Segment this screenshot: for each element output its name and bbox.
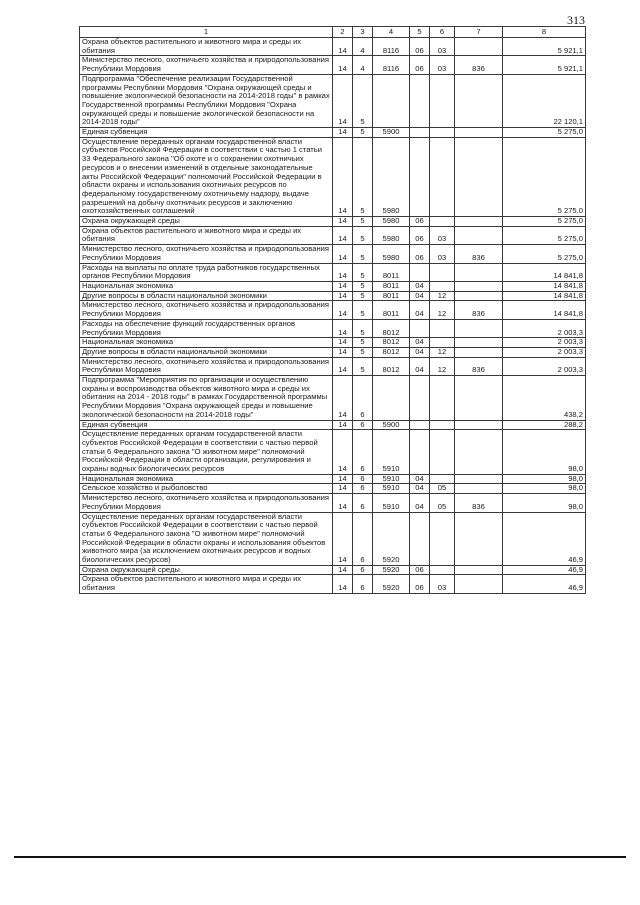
code-cell: 4 xyxy=(353,56,373,74)
code-cell: 6 xyxy=(353,430,373,475)
code-cell: 5 xyxy=(353,291,373,301)
table-row xyxy=(80,245,586,263)
table-row xyxy=(80,38,586,56)
table-row xyxy=(80,128,586,138)
code-cell xyxy=(430,512,455,565)
code-cell: 5 xyxy=(353,245,373,263)
code-cell: 6 xyxy=(353,376,373,421)
code-cell xyxy=(430,338,455,348)
code-cell: 14 xyxy=(333,512,353,565)
table-row xyxy=(80,430,586,475)
row-name-cell: Охрана объектов растительного и животного мира и среды их обитания xyxy=(80,226,333,244)
amount-cell: 46,9 xyxy=(503,575,586,593)
code-cell: 05 xyxy=(430,494,455,512)
code-cell: 5 xyxy=(353,301,373,319)
row-name-cell: Расходы на обеспечение функций государственных органов Республики Мордовия xyxy=(80,319,333,337)
row-name-cell: Другие вопросы в области национальной экономики xyxy=(80,347,333,357)
code-cell: 14 xyxy=(333,474,353,484)
code-cell xyxy=(410,74,430,127)
code-cell: 14 xyxy=(333,137,353,216)
code-cell: 12 xyxy=(430,291,455,301)
code-cell: 5900 xyxy=(373,420,410,430)
amount-cell: 2 003,3 xyxy=(503,319,586,337)
code-cell xyxy=(455,376,503,421)
code-cell: 06 xyxy=(410,217,430,227)
code-cell: 5920 xyxy=(373,575,410,593)
code-cell: 14 xyxy=(333,347,353,357)
table-row xyxy=(80,281,586,291)
code-cell: 5980 xyxy=(373,245,410,263)
code-cell xyxy=(455,575,503,593)
row-name-cell: Национальная экономика xyxy=(80,281,333,291)
budget-table xyxy=(79,26,586,594)
code-cell: 5 xyxy=(353,319,373,337)
code-cell xyxy=(455,74,503,127)
code-cell xyxy=(455,217,503,227)
code-cell: 04 xyxy=(410,301,430,319)
code-cell xyxy=(455,565,503,575)
table-row xyxy=(80,484,586,494)
code-cell: 04 xyxy=(410,281,430,291)
row-name-cell: Охрана окружающей среды xyxy=(80,565,333,575)
code-cell xyxy=(430,137,455,216)
code-cell: 836 xyxy=(455,301,503,319)
table-row xyxy=(80,217,586,227)
table-row xyxy=(80,226,586,244)
table-row xyxy=(80,357,586,375)
code-cell: 03 xyxy=(430,575,455,593)
amount-cell: 98,0 xyxy=(503,430,586,475)
table-row xyxy=(80,512,586,565)
code-cell: 14 xyxy=(333,430,353,475)
code-cell: 12 xyxy=(430,347,455,357)
header-row xyxy=(80,27,586,38)
code-cell: 5 xyxy=(353,338,373,348)
code-cell: 5 xyxy=(353,357,373,375)
code-cell xyxy=(430,319,455,337)
code-cell: 5900 xyxy=(373,128,410,138)
amount-cell: 22 120,1 xyxy=(503,74,586,127)
header-cell: 5 xyxy=(410,27,430,38)
code-cell: 06 xyxy=(410,38,430,56)
amount-cell: 2 003,3 xyxy=(503,357,586,375)
header-cell: 7 xyxy=(455,27,503,38)
code-cell: 14 xyxy=(333,301,353,319)
code-cell: 14 xyxy=(333,338,353,348)
table-row xyxy=(80,137,586,216)
code-cell: 04 xyxy=(410,347,430,357)
code-cell xyxy=(455,291,503,301)
header-cell: 6 xyxy=(430,27,455,38)
amount-cell: 98,0 xyxy=(503,494,586,512)
code-cell xyxy=(455,38,503,56)
code-cell xyxy=(455,319,503,337)
code-cell: 6 xyxy=(353,512,373,565)
code-cell: 5 xyxy=(353,137,373,216)
code-cell xyxy=(430,281,455,291)
code-cell: 03 xyxy=(430,245,455,263)
code-cell: 8012 xyxy=(373,357,410,375)
code-cell: 14 xyxy=(333,128,353,138)
code-cell: 8012 xyxy=(373,338,410,348)
code-cell: 4 xyxy=(353,38,373,56)
row-name-cell: Осуществление переданных органам государственной власти субъектов Российской Федерации в соответствии с частью первой статьи 6 Федерального закона "О животном мире" полномочий Российской Федерации в области организации, регулирования и охраны водных биологических ресурсов xyxy=(80,430,333,475)
code-cell: 14 xyxy=(333,420,353,430)
code-cell: 5980 xyxy=(373,137,410,216)
table-row xyxy=(80,263,586,281)
row-name-cell: Осуществление переданных органам государственной власти субъектов Российской Федерации в соответствии с частью 1 статьи 33 Федерального закона "Об охоте и о сохранении охотничьих ресурсов и о внесении изменений в отдельные законодательные акты Российской Федерации" полномочий Российской Федерации в области охраны и использования охотничьих ресурсов по федеральному государственному охотничьему надзору, выдаче разрешений на добычу охотничьих ресурсов и заключению охотхозяйственных соглашений xyxy=(80,137,333,216)
code-cell: 14 xyxy=(333,376,353,421)
row-name-cell: Министерство лесного, охотничьего хозяйства и природопользования Республики Мордовия xyxy=(80,357,333,375)
code-cell xyxy=(410,128,430,138)
code-cell: 14 xyxy=(333,494,353,512)
code-cell: 6 xyxy=(353,575,373,593)
code-cell xyxy=(455,338,503,348)
table-row xyxy=(80,420,586,430)
amount-cell: 14 841,8 xyxy=(503,281,586,291)
page-number: 313 xyxy=(567,13,585,27)
code-cell: 04 xyxy=(410,357,430,375)
row-name-cell: Министерство лесного, охотничьего хозяйства и природопользования Республики Мордовия xyxy=(80,56,333,74)
code-cell: 6 xyxy=(353,565,373,575)
code-cell: 12 xyxy=(430,357,455,375)
code-cell: 5 xyxy=(353,263,373,281)
code-cell xyxy=(430,565,455,575)
amount-cell: 5 275,0 xyxy=(503,226,586,244)
row-name-cell: Другие вопросы в области национальной экономики xyxy=(80,291,333,301)
table-row xyxy=(80,56,586,74)
code-cell: 5980 xyxy=(373,217,410,227)
amount-cell: 98,0 xyxy=(503,474,586,484)
row-name-cell: Охрана объектов растительного и животного мира и среды их обитания xyxy=(80,38,333,56)
amount-cell: 46,9 xyxy=(503,512,586,565)
row-name-cell: Единая субвенция xyxy=(80,420,333,430)
code-cell xyxy=(455,347,503,357)
table-row xyxy=(80,291,586,301)
code-cell: 6 xyxy=(353,420,373,430)
code-cell: 8116 xyxy=(373,38,410,56)
row-name-cell: Национальная экономика xyxy=(80,338,333,348)
code-cell: 8012 xyxy=(373,347,410,357)
code-cell: 5910 xyxy=(373,474,410,484)
table-row xyxy=(80,319,586,337)
code-cell: 5 xyxy=(353,226,373,244)
code-cell: 8011 xyxy=(373,281,410,291)
code-cell: 14 xyxy=(333,319,353,337)
code-cell: 14 xyxy=(333,575,353,593)
code-cell xyxy=(430,474,455,484)
code-cell xyxy=(455,420,503,430)
code-cell: 836 xyxy=(455,245,503,263)
code-cell: 12 xyxy=(430,301,455,319)
table-row xyxy=(80,347,586,357)
row-name-cell: Расходы на выплаты по оплате труда работников государственных органов Республики Мордовия xyxy=(80,263,333,281)
code-cell xyxy=(455,128,503,138)
code-cell: 6 xyxy=(353,494,373,512)
code-cell xyxy=(430,128,455,138)
amount-cell: 14 841,8 xyxy=(503,263,586,281)
code-cell: 04 xyxy=(410,484,430,494)
code-cell xyxy=(410,319,430,337)
header-cell: 3 xyxy=(353,27,373,38)
code-cell: 03 xyxy=(430,38,455,56)
code-cell: 14 xyxy=(333,226,353,244)
code-cell: 6 xyxy=(353,484,373,494)
code-cell: 5980 xyxy=(373,226,410,244)
code-cell: 5 xyxy=(353,128,373,138)
amount-cell: 2 003,3 xyxy=(503,338,586,348)
code-cell xyxy=(455,263,503,281)
code-cell: 06 xyxy=(410,56,430,74)
table-row xyxy=(80,338,586,348)
code-cell: 14 xyxy=(333,74,353,127)
code-cell: 14 xyxy=(333,357,353,375)
header-cell: 1 xyxy=(80,27,333,38)
row-name-cell: Единая субвенция xyxy=(80,128,333,138)
code-cell: 8011 xyxy=(373,263,410,281)
header-cell: 8 xyxy=(503,27,586,38)
code-cell xyxy=(455,226,503,244)
code-cell xyxy=(410,376,430,421)
code-cell: 836 xyxy=(455,494,503,512)
code-cell: 14 xyxy=(333,245,353,263)
code-cell: 5910 xyxy=(373,484,410,494)
code-cell: 06 xyxy=(410,245,430,263)
amount-cell: 46,9 xyxy=(503,565,586,575)
code-cell: 04 xyxy=(410,338,430,348)
row-name-cell: Подпрограмма "Обеспечение реализации Государственной программы Республики Мордовия "Охрана окружающей среды и повышение экологической безопасности на 2014-2018 годы" в рамках Государственной программы Республики Мордовия "Охрана окружающей среды и повышение экологической безопасности на 2014-2018 годы" xyxy=(80,74,333,127)
amount-cell: 5 275,0 xyxy=(503,137,586,216)
code-cell: 6 xyxy=(353,474,373,484)
bottom-rule xyxy=(14,856,626,858)
code-cell: 14 xyxy=(333,291,353,301)
code-cell: 836 xyxy=(455,56,503,74)
code-cell: 03 xyxy=(430,226,455,244)
code-cell: 14 xyxy=(333,263,353,281)
amount-cell: 5 921,1 xyxy=(503,56,586,74)
code-cell: 8011 xyxy=(373,301,410,319)
code-cell xyxy=(410,420,430,430)
row-name-cell: Министерство лесного, охотничьего хозяйства и природопользования Республики Мордовия xyxy=(80,494,333,512)
row-name-cell: Охрана объектов растительного и животного мира и среды их обитания xyxy=(80,575,333,593)
code-cell: 5 xyxy=(353,217,373,227)
row-name-cell: Министерство лесного, охотничьего хозяйства и природопользования Республики Мордовия xyxy=(80,301,333,319)
code-cell: 04 xyxy=(410,291,430,301)
row-name-cell: Охрана окружающей среды xyxy=(80,217,333,227)
code-cell: 05 xyxy=(430,484,455,494)
amount-cell: 14 841,8 xyxy=(503,291,586,301)
row-name-cell: Министерство лесного, охотничьего хозяйства и природопользования Республики Мордовия xyxy=(80,245,333,263)
code-cell: 5910 xyxy=(373,430,410,475)
amount-cell: 288,2 xyxy=(503,420,586,430)
code-cell: 5 xyxy=(353,281,373,291)
amount-cell: 5 921,1 xyxy=(503,38,586,56)
code-cell: 14 xyxy=(333,281,353,291)
code-cell: 14 xyxy=(333,484,353,494)
code-cell xyxy=(430,74,455,127)
amount-cell: 5 275,0 xyxy=(503,245,586,263)
code-cell xyxy=(455,281,503,291)
table-row xyxy=(80,575,586,593)
table-row xyxy=(80,565,586,575)
amount-cell: 438,2 xyxy=(503,376,586,421)
code-cell: 5910 xyxy=(373,494,410,512)
code-cell: 5 xyxy=(353,347,373,357)
amount-cell: 14 841,8 xyxy=(503,301,586,319)
code-cell: 8012 xyxy=(373,319,410,337)
code-cell: 836 xyxy=(455,357,503,375)
header-cell: 2 xyxy=(333,27,353,38)
code-cell xyxy=(430,263,455,281)
code-cell xyxy=(455,512,503,565)
code-cell: 04 xyxy=(410,474,430,484)
code-cell: 5 xyxy=(353,74,373,127)
table-row xyxy=(80,74,586,127)
code-cell xyxy=(373,74,410,127)
code-cell: 14 xyxy=(333,38,353,56)
code-cell: 14 xyxy=(333,565,353,575)
row-name-cell: Национальная экономика xyxy=(80,474,333,484)
table-row xyxy=(80,494,586,512)
row-name-cell: Осуществление переданных органам государственной власти субъектов Российской Федерации в соответствии с частью первой статьи 6 Федерального закона "О животном мире" полномочий Российской Федерации в области охраны и использования объектов животного мира (за исключением охотничьих ресурсов и водных биологических ресурсов) xyxy=(80,512,333,565)
row-name-cell: Сельское хозяйство и рыболовство xyxy=(80,484,333,494)
code-cell xyxy=(373,376,410,421)
code-cell xyxy=(430,217,455,227)
code-cell: 06 xyxy=(410,226,430,244)
table-row xyxy=(80,376,586,421)
row-name-cell: Подпрограмма "Мероприятия по организации и осуществлению охраны и воспроизводства объектов животного мира и среды их обитания на 2014 - 2018 годы" в рамках Государственной программы Республики Мордовия "Охрана окружающей среды и повышение экологической безопасности на 2014-2018 годы" xyxy=(80,376,333,421)
amount-cell: 2 003,3 xyxy=(503,347,586,357)
table-row xyxy=(80,301,586,319)
code-cell xyxy=(430,376,455,421)
code-cell: 04 xyxy=(410,494,430,512)
code-cell xyxy=(455,484,503,494)
amount-cell: 98,0 xyxy=(503,484,586,494)
code-cell: 5920 xyxy=(373,512,410,565)
code-cell: 14 xyxy=(333,217,353,227)
code-cell: 8116 xyxy=(373,56,410,74)
code-cell xyxy=(410,263,430,281)
table-row xyxy=(80,474,586,484)
amount-cell: 5 275,0 xyxy=(503,128,586,138)
code-cell: 5920 xyxy=(373,565,410,575)
code-cell xyxy=(455,474,503,484)
code-cell xyxy=(430,420,455,430)
code-cell xyxy=(410,512,430,565)
code-cell: 06 xyxy=(410,565,430,575)
code-cell: 03 xyxy=(430,56,455,74)
table-body xyxy=(80,27,586,594)
amount-cell: 5 275,0 xyxy=(503,217,586,227)
code-cell xyxy=(455,430,503,475)
code-cell xyxy=(410,430,430,475)
header-cell: 4 xyxy=(373,27,410,38)
code-cell xyxy=(455,137,503,216)
code-cell: 06 xyxy=(410,575,430,593)
code-cell: 14 xyxy=(333,56,353,74)
code-cell xyxy=(410,137,430,216)
code-cell xyxy=(430,430,455,475)
code-cell: 8011 xyxy=(373,291,410,301)
